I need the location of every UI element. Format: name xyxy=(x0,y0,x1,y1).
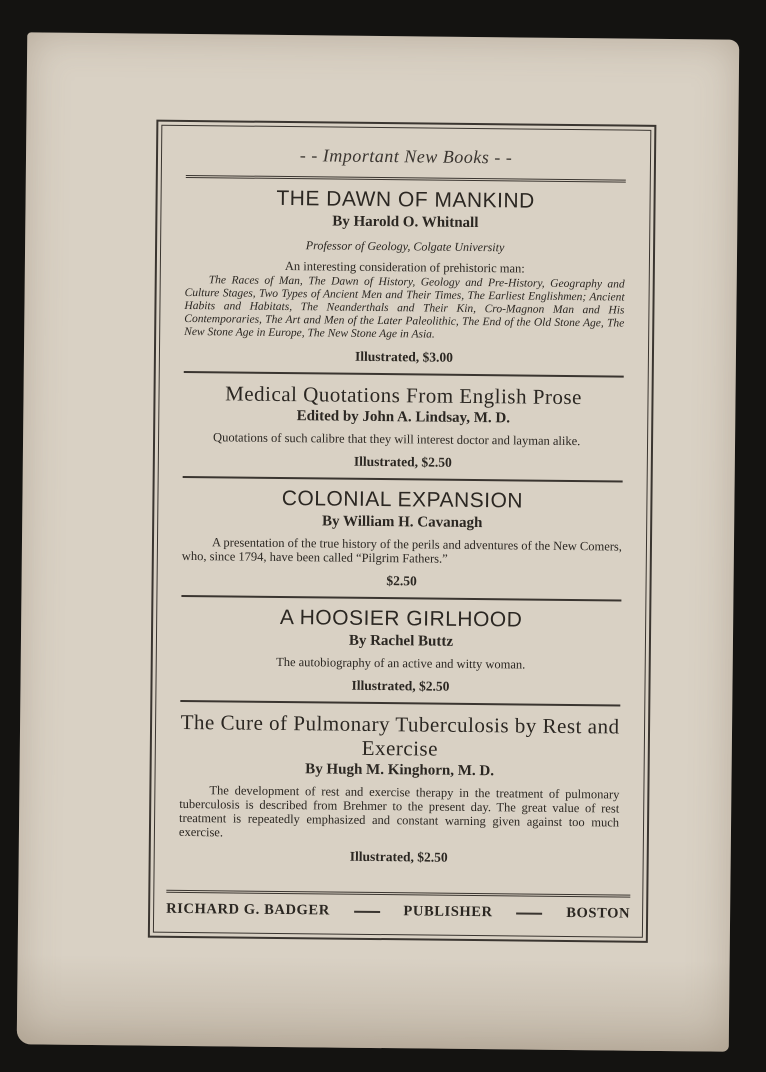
publisher-role: PUBLISHER xyxy=(403,903,493,921)
book-author: By Harold O. Whitnall xyxy=(332,213,479,232)
book-entry-hoosier-girlhood xyxy=(180,597,621,705)
book-author: By Rachel Buttz xyxy=(348,632,454,650)
advertisement-frame-inner xyxy=(153,125,651,938)
book-author-affiliation: Professor of Geology, Colgate University xyxy=(305,238,505,255)
book-price: Illustrated, $2.50 xyxy=(349,848,448,865)
book-description: An interesting consideration of prehistoric man: xyxy=(284,259,525,276)
publisher-footer xyxy=(166,890,630,923)
book-author: By William H. Cavanagh xyxy=(321,513,483,532)
book-entry-dawn-of-mankind xyxy=(184,178,626,376)
book-title: Medical Quotations From English Prose xyxy=(225,381,583,410)
book-price: Illustrated, $3.00 xyxy=(354,348,453,365)
book-title: The Cure of Pulmonary Tuberculosis by Rest and Exercise xyxy=(180,709,620,761)
book-title: COLONIAL EXPANSION xyxy=(281,486,524,513)
book-description: A presentation of the true history of the perils and adventures of the New Comers, who, since 1794, have been called “Pilgrim Fathers.” xyxy=(181,535,623,566)
advertisement-heading: - - Important New Books - - xyxy=(299,145,513,168)
publisher-city: BOSTON xyxy=(566,904,631,922)
book-title: A HOOSIER GIRLHOOD xyxy=(279,605,523,632)
book-contents: The Races of Man, The Dawn of History, Geology and Pre-History, Geography and Culture Stages, Two Types of Ancient Men and Their Times, The Earliest Englishmen; Ancient Habits and Habitats, The Neanderthals and Their Kin, Cro-Magnon Man and His Contemporaries, The Art and Men of the Later Paleolithic, The End of the Old Stone Age, The New Stone Age in Europe, The New Stone Age in Asia. xyxy=(184,274,625,341)
book-price: Illustrated, $2.50 xyxy=(351,677,450,694)
book-author: By Hugh M. Kinghorn, M. D. xyxy=(305,761,495,780)
advertisement-frame xyxy=(148,120,657,943)
book-title: THE DAWN OF MANKIND xyxy=(276,186,535,213)
book-entry-medical-quotations xyxy=(183,373,624,481)
dash-separator xyxy=(516,912,542,914)
book-description: The autobiography of an active and witty woman. xyxy=(276,654,526,672)
book-author: Edited by John A. Lindsay, M. D. xyxy=(296,408,511,427)
publisher-name: RICHARD G. BADGER xyxy=(166,900,330,919)
dash-separator xyxy=(354,910,380,912)
book-back-cover xyxy=(17,32,740,1051)
book-entry-pulmonary-tuberculosis xyxy=(179,702,621,876)
book-entry-colonial-expansion xyxy=(181,478,622,600)
book-price: $2.50 xyxy=(386,573,417,589)
book-description: Quotations of such calibre that they will interest doctor and layman alike. xyxy=(213,430,581,449)
book-price: Illustrated, $2.50 xyxy=(353,453,452,470)
book-description: The development of rest and exercise therapy in the treatment of pulmonary tuberculosis is described from Brehmer to the present day. The great value of rest treatment is repeatedly emphasized and constant warning given against too much exercise. xyxy=(178,783,620,840)
